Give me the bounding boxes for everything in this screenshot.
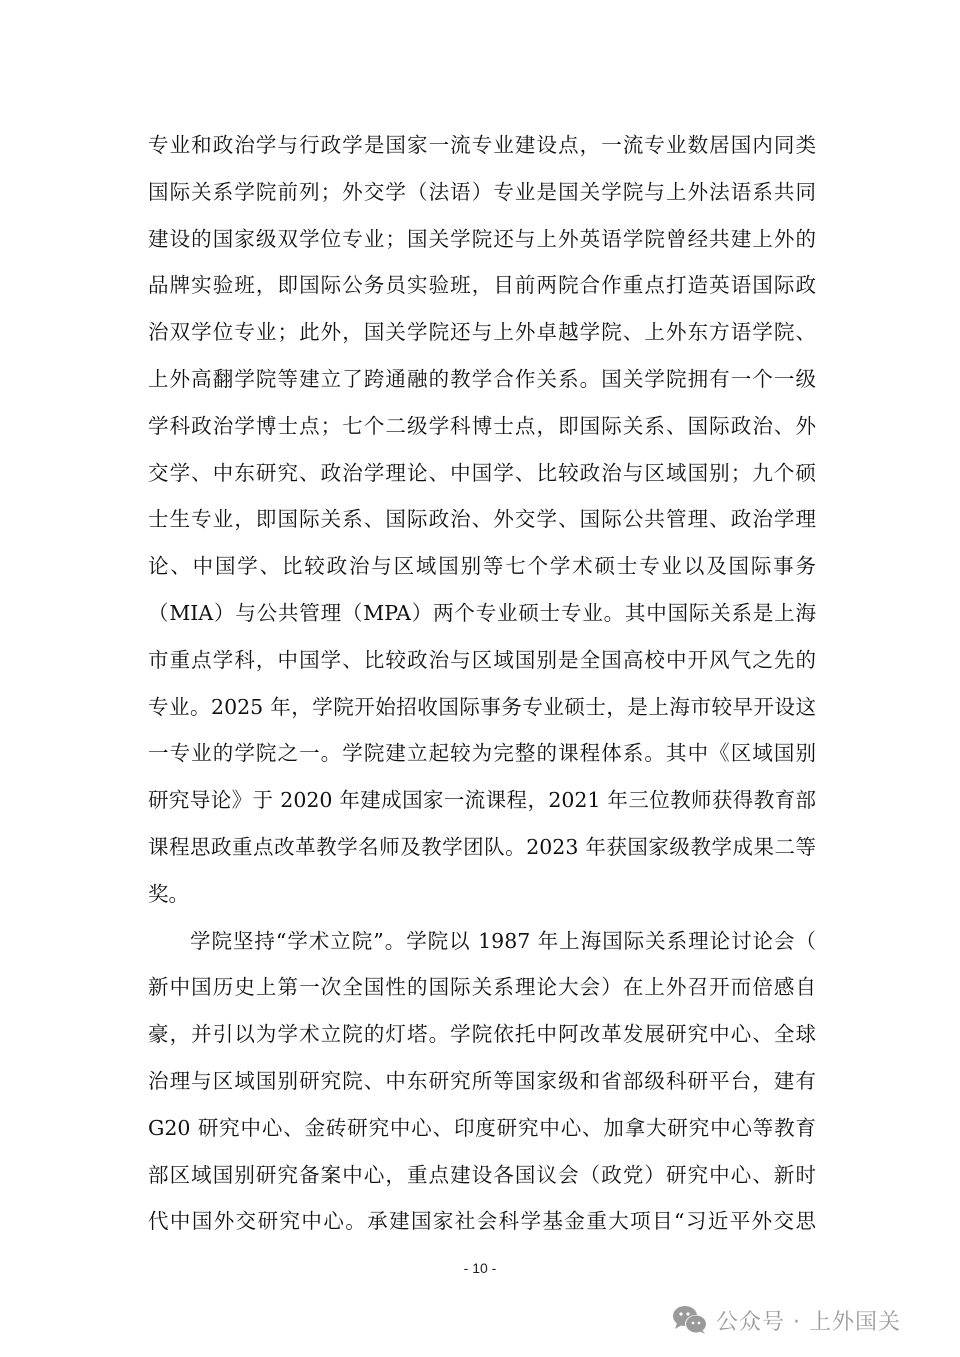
text-line: 专业和政治学与行政学是国家一流专业建设点，一流专业数居国内同类 xyxy=(148,133,816,157)
text-line: 代中国外交研究中心。承建国家社会科学基金重大项目“习近平外交思 xyxy=(148,1209,816,1234)
text-line: 课程思政重点改革教学名师及教学团队。2023 年获国家级教学成果二等 xyxy=(148,835,816,859)
watermark-text: 公众号 · 上外国关 xyxy=(716,1309,901,1335)
text-line: 学科政治学博士点；七个二级学科博士点，即国际关系、国际政治、外 xyxy=(148,413,816,438)
text-line: 治理与区域国别研究院、中东研究所等国家级和省部级科研平台，建有 xyxy=(148,1069,816,1093)
watermark xyxy=(672,1303,901,1337)
text-line: 治双学位专业；此外，国关学院还与上外卓越学院、上外东方语学院、 xyxy=(148,320,816,345)
wechat-icon xyxy=(672,1305,708,1335)
text-line: 市重点学科，中国学、比较政治与区域国别是全国高校中开风气之先的 xyxy=(148,647,816,672)
text-line: 专业。2025 年，学院开始招收国际事务专业硕士，是上海市较早开设这 xyxy=(148,694,816,719)
text-line: 建设的国家级双学位专业；国关学院还与上外英语学院曾经共建上外的 xyxy=(148,226,816,251)
text-line: G20 研究中心、金砖研究中心、印度研究中心、加拿大研究中心等教育 xyxy=(148,1115,816,1140)
text-line: 豪，并引以为学术立院的灯塔。学院依托中阿改革发展研究中心、全球 xyxy=(148,1022,816,1047)
text-line: 上外高翻学院等建立了跨通融的教学合作关系。国关学院拥有一个一级 xyxy=(148,367,816,391)
text-line: 国际关系学院前列；外交学（法语）专业是国关学院与上外法语系共同 xyxy=(148,179,816,204)
text-line: （MIA）与公共管理（MPA）两个专业硕士专业。其中国际关系是上海 xyxy=(148,601,816,625)
text-line: 品牌实验班，即国际公务员实验班，目前两院合作重点打造英语国际政 xyxy=(148,273,816,298)
text-line: 士生专业，即国际关系、国际政治、外交学、国际公共管理、政治学理 xyxy=(148,507,816,532)
page-number: - 10 - xyxy=(463,1260,497,1276)
text-line: 交学、中东研究、政治学理论、中国学、比较政治与区域国别；九个硕 xyxy=(148,460,816,485)
text-line: 一专业的学院之一。学院建立起较为完整的课程体系。其中《区域国别 xyxy=(148,741,816,766)
text-line: 论、中国学、比较政治与区域国别等七个学术硕士专业以及国际事务 xyxy=(148,554,816,579)
text-line: 研究导论》于 2020 年建成国家一流课程，2021 年三位教师获得教育部 xyxy=(148,788,816,813)
text-line: 奖。 xyxy=(148,881,189,906)
text-line: 学院坚持“学术立院”。学院以 1987 年上海国际关系理论讨论会（ xyxy=(190,928,816,953)
text-line: 新中国历史上第一次全国性的国际关系理论大会）在上外召开而倍感自 xyxy=(148,975,816,1000)
text-line: 部区域国别研究备案中心，重点建设各国议会（政党）研究中心、新时 xyxy=(148,1162,816,1187)
